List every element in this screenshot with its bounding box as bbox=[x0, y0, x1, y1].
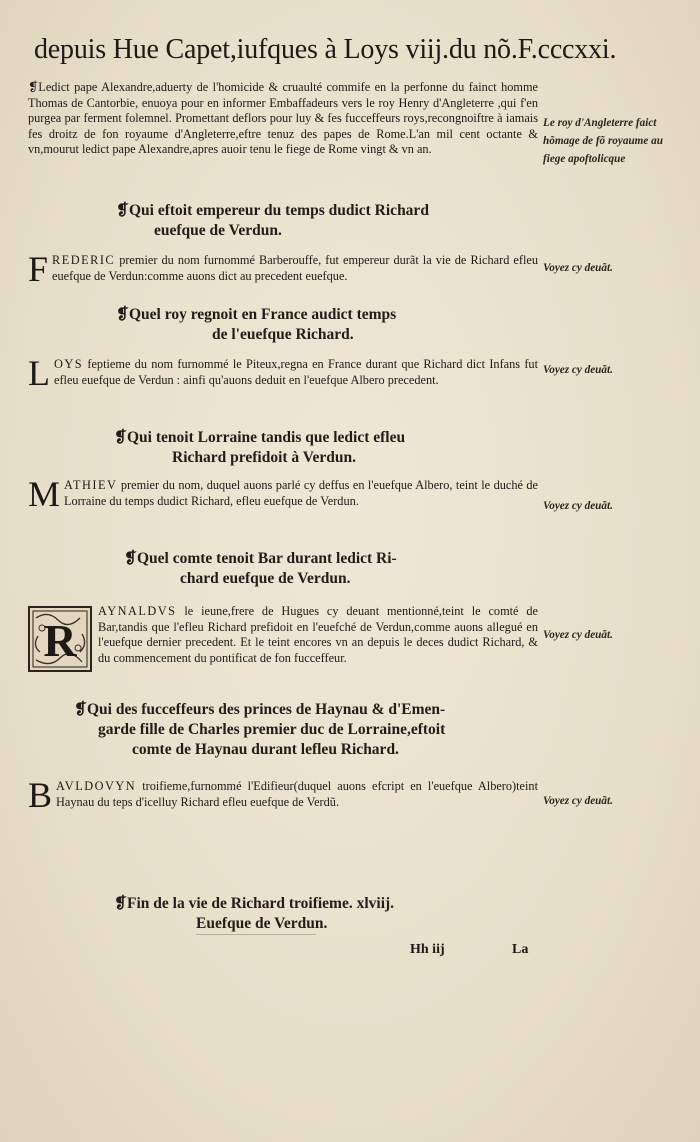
heading-line: chard euefque de Verdun. bbox=[180, 570, 351, 587]
decorated-initial bbox=[28, 606, 92, 672]
bauldouyn-paragraph bbox=[28, 775, 538, 815]
loys-block bbox=[28, 353, 538, 393]
margin-note-bauldouyn: Voyez cy deuãt. bbox=[543, 795, 613, 807]
margin-note-loys: Voyez cy deuãt. bbox=[543, 364, 613, 376]
running-title: depuis Hue Capet,iufques à Loys viij.du nõ.F.cccxxi. bbox=[34, 34, 617, 65]
paragraph-text: troifieme,furnommé l'Edifieur(duquel auons efcript en l'euefque Albero)teint Haynau du teps d'icelluy Richard efleu euefque de Verdũ. bbox=[56, 779, 538, 809]
initial-letter: R bbox=[43, 615, 77, 666]
margin-note-frederic: Voyez cy deuãt. bbox=[543, 262, 613, 274]
underline-rule bbox=[196, 934, 316, 935]
paragraph-text: le ieune,frere de Hugues cy deuant mentionné,teint le comté de Bar,tandis que l'efleu Richard prefidoit en l'euefché de Verdun,comme auons allegué en l'euefque dernier precedent. Et le teint encores vn an depuis le deces dudict Richard, & du commencement du pontificat de fon fucceffeur. bbox=[98, 604, 538, 665]
bauldouyn-block bbox=[28, 775, 538, 815]
heading-line: garde fille de Charles premier duc de Lorraine,eftoit bbox=[98, 721, 446, 738]
margin-note-raynaldus: Voyez cy deuãt. bbox=[543, 629, 613, 641]
lead-word: AVLDOVYN bbox=[56, 779, 137, 793]
heading-line: ❡Qui des fucceffeurs des princes de Haynau & d'Emen- bbox=[74, 701, 446, 718]
paragraph-text: premier du nom furnommé Barberouffe, fut empereur durãt la vie de Richard efleu euefque de Verdun:comme auons dict au precedent euefque. bbox=[52, 253, 538, 283]
closing-line: ❡Fin de la vie de Richard troifieme. xlviij. bbox=[114, 895, 395, 912]
paragraph-text: feptieme du nom furnommé le Piteux,regna en France durant que Richard dict Infans fut efleu euefque de Verdun : ainfi qu'auons deduit en l'euefque Albero precedent. bbox=[54, 357, 538, 387]
heading-line: Richard prefidoit à Verdun. bbox=[172, 449, 357, 466]
closing-line: Euefque de Verdun. bbox=[196, 915, 328, 932]
lead-word: OYS bbox=[54, 357, 84, 371]
frederic-paragraph bbox=[28, 249, 538, 289]
mathieu-block bbox=[28, 474, 538, 514]
raynaldus-block bbox=[28, 604, 538, 672]
mathieu-paragraph bbox=[28, 474, 538, 514]
intro-paragraph: ❡Ledict pape Alexandre,aduerty de l'homicide & cruaulté commife en la perfonne du fainct homme Thomas de Cantorbie, enuoya pour en informer Embaffadeurs vers le roy Henry d'Angleterre ,qui f'en purgea par ferment folemnel. Promettant deflors pour luy & fes fucceffeurs roys,recongnoiftre à iamais fes droitz de fon royaume d'Angleterre,eftre tenuz des papes de Rome.L'an mil cent octante & vn,mourut ledict pape Alexandre,apres auoir tenu le fiege de Rome vingt & vn an. bbox=[28, 80, 538, 157]
heading-line: ❡Qui eftoit empereur du temps dudict Richard bbox=[116, 202, 429, 219]
heading-line: comte de Haynau durant lefleu Richard. bbox=[132, 741, 399, 758]
closing-heading bbox=[114, 894, 474, 934]
margin-note-intro: Le roy d'Angleterre faict hõmage de fõ royaume au fiege apoftolicque bbox=[543, 117, 663, 165]
signature-mark: Hh iij bbox=[410, 942, 445, 957]
paragraph-text: premier du nom, duquel auons parlé cy deffus en l'euefque Albero, teint le duché de Lorraine du temps dudict Richard, efleu euefque de Verdun. bbox=[64, 478, 538, 508]
heading-line: ❡Qui tenoit Lorraine tandis que ledict efleu bbox=[114, 429, 406, 446]
catchword: La bbox=[512, 942, 529, 957]
heading-king bbox=[116, 305, 496, 345]
heading-line: ❡Quel roy regnoit en France audict temps bbox=[116, 306, 397, 323]
intro-block bbox=[28, 80, 538, 158]
drop-initial: L bbox=[28, 353, 50, 393]
heading-lorraine bbox=[114, 428, 514, 468]
drop-initial: M bbox=[28, 474, 61, 514]
decorated-initial-r-icon bbox=[28, 606, 92, 672]
heading-bar bbox=[124, 549, 504, 589]
heading-line: euefque de Verdun. bbox=[154, 222, 282, 239]
raynaldus-paragraph bbox=[28, 604, 538, 666]
heading-line: ❡Quel comte tenoit Bar durant ledict Ri- bbox=[124, 550, 397, 567]
heading-line: de l'euefque Richard. bbox=[212, 326, 354, 343]
loys-paragraph bbox=[28, 353, 538, 393]
drop-initial: F bbox=[28, 249, 49, 289]
lead-word: AYNALDVS bbox=[98, 604, 177, 618]
heading-haynau bbox=[74, 700, 494, 760]
lead-word: REDERIC bbox=[52, 253, 116, 267]
margin-note-mathieu: Voyez cy deuãt. bbox=[543, 500, 613, 512]
frederic-block bbox=[28, 249, 538, 289]
drop-initial: B bbox=[28, 775, 53, 815]
lead-word: ATHIEV bbox=[64, 478, 118, 492]
heading-emperor bbox=[116, 201, 496, 241]
